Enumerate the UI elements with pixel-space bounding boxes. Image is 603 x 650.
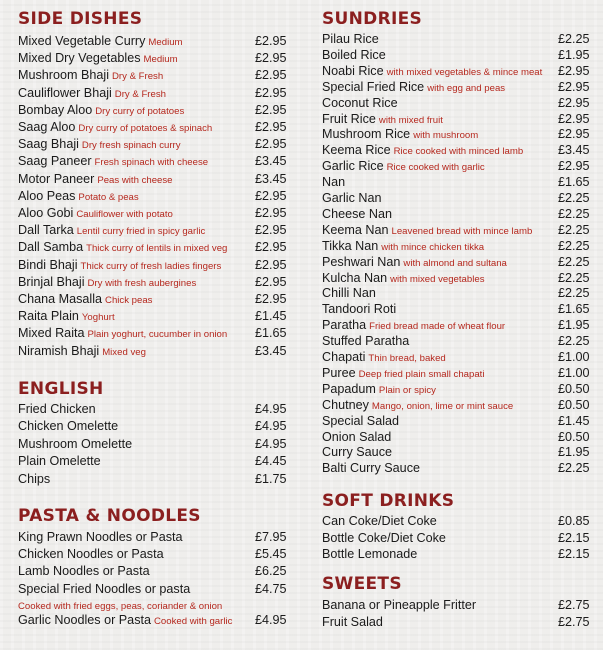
menu-item-description: Thick curry of lentils in mixed veg (86, 243, 228, 255)
menu-item-name: Garlic Rice (322, 159, 384, 174)
menu-item-price: £2.25 (558, 461, 590, 476)
menu-item (322, 190, 603, 207)
menu-item-description: Medium (143, 54, 178, 66)
menu-item (322, 111, 603, 128)
sweets-heading: SWEETS (322, 574, 402, 594)
menu-item-name: Mushroom Omelette (18, 436, 133, 451)
menu-item-description: with mince chicken tikka (381, 241, 485, 253)
menu-item-price: £3.45 (255, 343, 287, 358)
soft-drinks-heading: SOFT DRINKS (322, 491, 455, 511)
menu-item-price: £2.95 (255, 68, 287, 83)
menu-item-description: Rice cooked with garlic (386, 162, 485, 174)
menu-item-name: Chips (18, 471, 51, 486)
menu-item-name: Fruit Salad (322, 615, 383, 629)
sundries-heading: SUNDRIES (322, 9, 423, 29)
menu-item-name: Cauliflower Bhaji (18, 85, 112, 100)
menu-item-price: £0.50 (558, 381, 590, 396)
menu-item-description: with egg and peas (427, 82, 506, 94)
menu-item-price: £1.95 (558, 47, 590, 62)
menu-item-name: Saag Paneer (18, 154, 92, 169)
menu-item (18, 563, 300, 580)
menu-item-price: £3.45 (255, 154, 287, 169)
menu-item-description: Thick curry of fresh ladies fingers (80, 260, 222, 272)
menu-item-price: £2.95 (558, 79, 590, 94)
menu-item-description: Chick peas (105, 295, 153, 306)
menu-item (18, 102, 300, 119)
menu-item (322, 142, 603, 159)
menu-item-name: Fried Chicken (18, 402, 96, 416)
menu-item-price: £2.95 (255, 137, 287, 152)
menu-item (322, 413, 603, 430)
menu-item-price: £2.25 (558, 206, 590, 221)
menu-item-price: £5.45 (255, 547, 287, 562)
menu-item (322, 530, 603, 547)
menu-item-name: Coconut Rice (322, 95, 398, 110)
menu-item-price: £2.95 (558, 159, 590, 174)
menu-item-description: Rice cooked with minced lamb (393, 146, 524, 158)
menu-item (18, 418, 300, 435)
menu-item-name: Saag Bhaji (18, 137, 79, 152)
menu-item (322, 285, 603, 302)
menu-item-description: Dry & Fresh (114, 88, 166, 100)
menu-item (18, 529, 300, 546)
menu-item-price: £2.95 (255, 51, 287, 66)
menu-item (322, 63, 603, 80)
pasta-heading: PASTA & NOODLES (18, 506, 201, 526)
menu-item-price: £1.00 (558, 365, 590, 380)
menu-item-price: £1.45 (558, 413, 590, 428)
side-dishes-heading: SIDE DISHES (18, 9, 143, 29)
menu-item (322, 95, 603, 112)
menu-item (18, 222, 300, 239)
menu-item-name: Dall Tarka (18, 223, 74, 238)
menu-item (18, 67, 300, 84)
menu-item-name: Chapati (322, 350, 366, 364)
menu-item (18, 239, 300, 256)
menu-item-description: with mushroom (413, 130, 479, 142)
menu-item (322, 381, 603, 398)
menu-item-name: Stuffed Paratha (322, 334, 410, 349)
menu-item-name: Bottle Lemonade (322, 547, 418, 561)
menu-item-price: £4.95 (255, 402, 287, 416)
menu-item-name: Tikka Nan (322, 238, 379, 253)
menu-item-name: Chilli Nan (322, 286, 376, 301)
menu-item-price: £1.65 (558, 175, 590, 190)
menu-item (322, 206, 603, 223)
menu-item-name: Aloo Gobi (18, 206, 74, 220)
menu-item-description: Medium (148, 37, 183, 48)
menu-item-price: £4.95 (255, 419, 287, 434)
menu-item (18, 612, 300, 629)
menu-item (322, 158, 603, 175)
menu-item-description: Thin bread, baked (368, 353, 446, 364)
menu-item-price: £0.50 (558, 397, 590, 412)
menu-item (18, 171, 300, 188)
menu-item-price: £2.95 (255, 206, 287, 220)
menu-item-name: Kulcha Nan (322, 270, 388, 285)
menu-item (322, 317, 603, 334)
menu-item-description: Dry curry of potatoes (95, 105, 185, 117)
menu-item-description: Peas with cheese (97, 174, 173, 186)
menu-item-name: Bottle Coke/Diet Coke (322, 530, 446, 545)
menu-item (18, 308, 300, 325)
menu-item-price: £2.95 (255, 292, 287, 306)
menu-item-name: Raita Plain (18, 309, 79, 324)
menu-item-name: Curry Sauce (322, 445, 392, 460)
menu-item-price: £1.95 (558, 318, 590, 333)
menu-item-price: £2.95 (255, 34, 287, 48)
menu-item-price: £2.25 (558, 270, 590, 285)
menu-item-name: Niramish Bhaji (18, 343, 100, 358)
menu-item-price: £2.25 (558, 32, 590, 46)
menu-item-description: Dry fresh spinach curry (81, 140, 181, 152)
menu-item (322, 126, 603, 143)
menu-item (18, 453, 300, 470)
menu-item-description: Deep fried plain small chapati (358, 368, 485, 380)
menu-item (322, 333, 603, 350)
menu-item-price: £1.75 (255, 471, 287, 486)
menu-item-price: £4.95 (255, 612, 287, 627)
menu-item-price: £2.25 (558, 191, 590, 205)
menu-item-name: Peshwari Nan (322, 254, 401, 269)
menu-item-name: Mixed Vegetable Curry (18, 34, 146, 48)
menu-item-name: Garlic Nan (322, 191, 382, 205)
menu-item-name: Boiled Rice (322, 47, 386, 62)
menu-item-name: Puree (322, 365, 356, 380)
menu-item-price: £2.75 (558, 615, 590, 629)
menu-item-name: Chana Masalla (18, 292, 103, 306)
menu-item (322, 270, 603, 287)
menu-item (322, 79, 603, 96)
menu-item-name: Garlic Noodles or Pasta (18, 612, 151, 627)
menu-item (18, 325, 300, 342)
menu-item-price: £1.65 (558, 302, 590, 317)
menu-item-description: Mango, onion, lime or mint sauce (371, 400, 514, 412)
menu-item-name: Motor Paneer (18, 171, 95, 186)
menu-item-name: Bombay Aloo (18, 102, 93, 117)
menu-item-price: £3.45 (255, 171, 287, 186)
menu-item-description: Leavened bread with mince lamb (391, 225, 533, 237)
menu-item-name: Chicken Noodles or Pasta (18, 547, 164, 562)
menu-item-name: Noabi Rice (322, 63, 384, 78)
menu-item-name: Dall Samba (18, 240, 84, 255)
menu-item-name: Balti Curry Sauce (322, 461, 420, 476)
menu-item-price: £2.25 (558, 286, 590, 301)
menu-item-name: Mushroom Bhaji (18, 68, 109, 83)
menu-item (322, 597, 603, 614)
menu-item (18, 581, 300, 598)
menu-item-price: £2.25 (558, 254, 590, 269)
menu-item (322, 546, 603, 563)
menu-item-price: £2.95 (558, 111, 590, 126)
menu-item (322, 513, 603, 530)
menu-item (322, 429, 603, 446)
menu-item-price: £2.95 (255, 223, 287, 238)
menu-item-description: with mixed fruit (378, 114, 443, 126)
menu-item (18, 85, 300, 102)
menu-item (18, 436, 300, 453)
menu-item-price: £2.95 (558, 95, 590, 110)
menu-item-price: £6.25 (255, 564, 287, 579)
menu-item-price: £2.95 (558, 63, 590, 78)
menu-item-name: Keema Nan (322, 222, 389, 237)
menu-item-price: £1.65 (255, 326, 287, 341)
menu-item (322, 301, 603, 318)
menu-item (322, 444, 603, 461)
menu-item-name: Paratha (322, 318, 367, 333)
menu-item-price: £2.95 (255, 240, 287, 255)
menu-item (322, 460, 603, 477)
menu-item (322, 174, 603, 191)
menu-item-price: £1.00 (558, 350, 590, 364)
menu-item-description: Dry curry of potatoes & spinach (78, 123, 213, 134)
menu-item-price: £2.95 (255, 102, 287, 117)
menu-item-name: Brinjal Bhaji (18, 274, 85, 289)
menu-item-price: £2.15 (558, 530, 590, 545)
menu-item-description: with mixed vegetables & mince meat (386, 66, 543, 78)
menu-item (18, 205, 300, 222)
menu-item (322, 614, 603, 631)
menu-item (322, 349, 603, 366)
menu-item-price: £3.45 (558, 143, 590, 158)
menu-item-description: Yoghurt (81, 312, 115, 324)
menu-item (18, 50, 300, 67)
menu-item-description: Fried bread made of wheat flour (369, 321, 506, 333)
menu-item-price: £0.50 (558, 429, 590, 444)
menu-item-price: £2.25 (558, 222, 590, 237)
menu-item (322, 222, 603, 239)
menu-item-name: Mixed Dry Vegetables (18, 51, 141, 66)
english-heading: ENGLISH (18, 379, 104, 399)
menu-item-name: Saag Aloo (18, 120, 76, 134)
menu-item-description: Potato & peas (78, 191, 139, 203)
menu-item-name: Papadum (322, 381, 376, 396)
menu-item-name: Nan (322, 175, 346, 190)
menu-item-description: Dry & Fresh (112, 71, 164, 83)
menu-item-description: Lentil curry fried in spicy garlic (76, 226, 206, 238)
menu-item (18, 291, 300, 308)
menu-item-name: Chutney (322, 397, 369, 412)
menu-item-name: Fruit Rice (322, 111, 376, 126)
menu-item-price: £1.45 (255, 309, 287, 324)
menu-item (18, 343, 300, 360)
menu-item (18, 136, 300, 153)
menu-item-name: Tandoori Roti (322, 302, 397, 317)
menu-item-name: Chicken Omelette (18, 419, 119, 434)
menu-item-price: £2.75 (558, 598, 590, 612)
menu-item-name: Keema Rice (322, 143, 391, 158)
menu-item-description: with mixed vegetables (390, 273, 485, 285)
menu-item-price: £2.25 (558, 238, 590, 253)
menu-item-description: Plain yoghurt, cucumber in onion (87, 329, 228, 341)
menu-item-price: £4.95 (255, 436, 287, 451)
menu-item-price: £1.95 (558, 445, 590, 460)
menu-item-description: Fresh spinach with cheese (94, 157, 209, 169)
menu-item-description: Cooked with garlic (154, 615, 233, 627)
menu-item-name: Onion Salad (322, 429, 392, 444)
menu-item-description: with almond and sultana (403, 257, 507, 269)
menu-item-name: Bindi Bhaji (18, 257, 78, 272)
menu-item-description: Dry with fresh aubergines (87, 277, 197, 289)
menu-item (322, 238, 603, 255)
menu-item-price: £2.95 (255, 274, 287, 289)
menu-item-name: Special Fried Noodles or pasta (18, 581, 191, 596)
menu-item-description: Plain or spicy (378, 384, 436, 396)
menu-item-name: Banana or Pineapple Fritter (322, 598, 477, 612)
menu-item (322, 31, 603, 48)
menu-item-description: Cauliflower with potato (76, 209, 173, 220)
menu-item-description: Mixed veg (102, 346, 146, 358)
menu-item-price: £2.25 (558, 334, 590, 349)
menu-item-name: Mushroom Rice (322, 127, 411, 142)
menu-item-name: Plain Omelette (18, 454, 101, 469)
menu-item-name: Aloo Peas (18, 188, 76, 203)
menu-item (322, 365, 603, 382)
menu-item-price: £2.95 (558, 127, 590, 142)
menu-item (322, 397, 603, 414)
menu-item-name: Cheese Nan (322, 206, 393, 221)
menu-item-price: £2.95 (255, 85, 287, 100)
menu-item (18, 401, 300, 418)
menu-item (18, 471, 300, 488)
menu-item (18, 274, 300, 291)
menu-item-price: £2.95 (255, 188, 287, 203)
menu-item-price: £4.45 (255, 454, 287, 469)
menu-item (18, 119, 300, 136)
menu-item-name: Lamb Noodles or Pasta (18, 564, 150, 579)
menu-item-price: £4.75 (255, 581, 287, 596)
menu-item (18, 153, 300, 170)
menu-item (18, 546, 300, 563)
menu-item (18, 33, 300, 50)
menu-item (18, 188, 300, 205)
menu-item (18, 257, 300, 274)
menu-item-price: £7.95 (255, 530, 287, 544)
menu-item-price: £2.15 (558, 547, 590, 561)
menu-item-name: King Prawn Noodles or Pasta (18, 530, 183, 544)
menu-item-name: Mixed Raita (18, 326, 85, 341)
menu-item-price: £0.85 (558, 514, 590, 528)
menu-item (322, 254, 603, 271)
menu-item-price: £2.95 (255, 257, 287, 272)
special-fried-noodles-note: Cooked with fried eggs, peas, coriander & onion (18, 601, 223, 612)
menu-item-name: Special Fried Rice (322, 79, 425, 94)
menu-item-name: Special Salad (322, 413, 400, 428)
menu-item-name: Pilau Rice (322, 32, 379, 46)
menu-item-price: £2.95 (255, 120, 287, 134)
menu-item (322, 47, 603, 64)
menu-item-name: Can Coke/Diet Coke (322, 514, 437, 528)
